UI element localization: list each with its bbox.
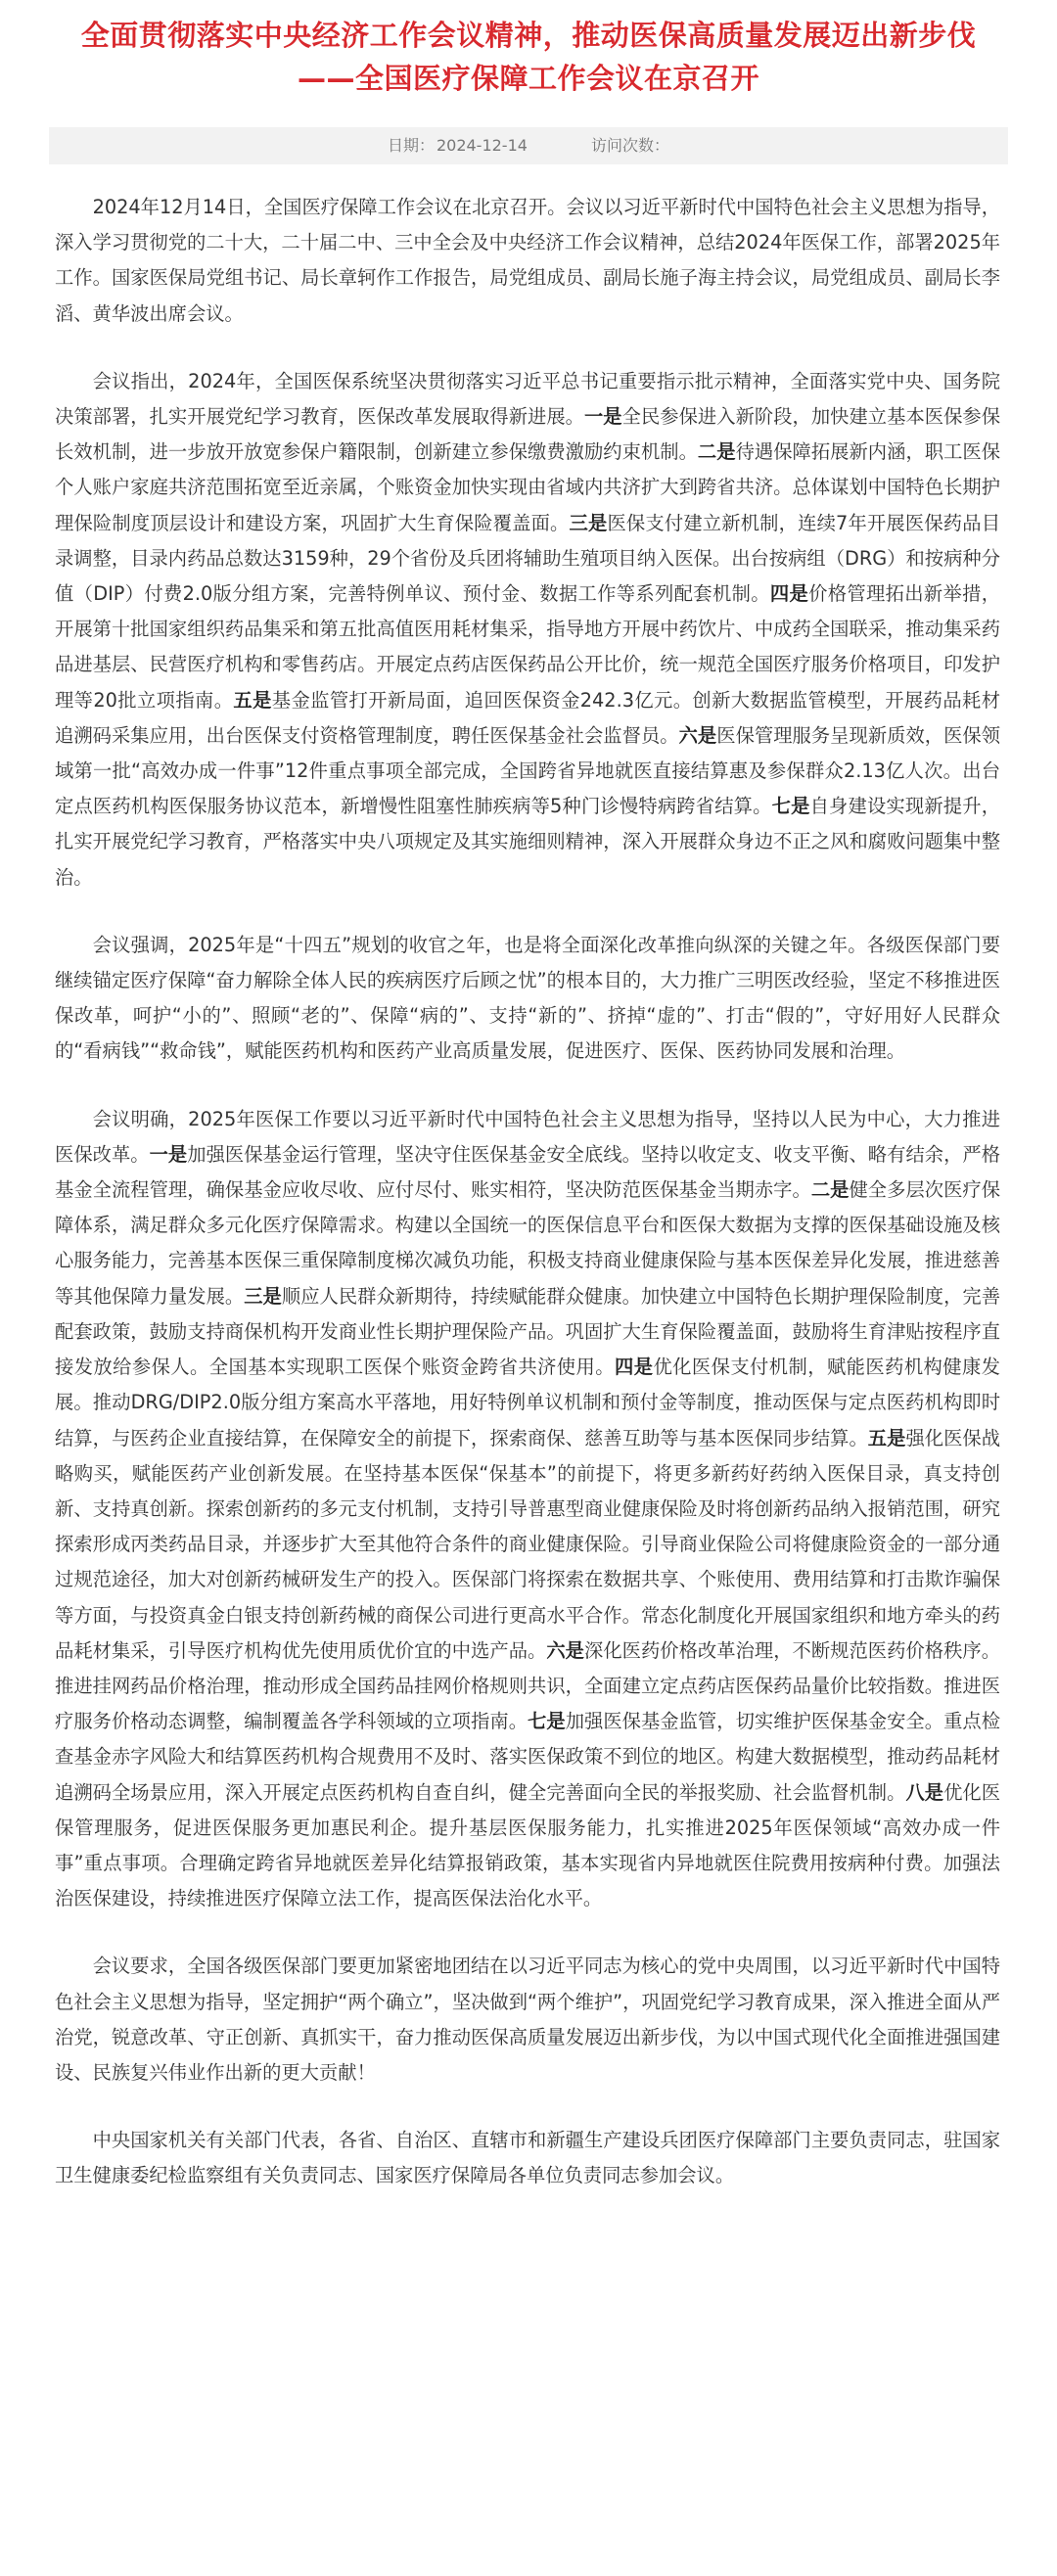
emphasis-text: 七是 xyxy=(771,795,810,818)
paragraph-text: 会议强调，2025年是“十四五”规划的收官之年，也是将全面深化改革推向纵深的关键之年。各级医保部门要继续锚定医疗保障“奋力解除全体人民的疾病医疗后顾之忧”的根本目的，大力推广三明医改经验，坚定不移推进医保改革，呵护“小的”、照顾“老的”、保障“病的”、支持“新的”、挤掉“虚的”、打击“假的”，守好用好人民群众的“看病钱”“救命钱”，赋能医药机构和医药产业高质量发展，促进医疗、医保、医药协同发展和治理。 xyxy=(55,933,1000,1063)
paragraph-text: 待遇保障拓展新内涵，职工医保个人账户家庭共济范围拓宽至近亲属，个账资金加快实现由省域内共济扩大到跨省共济。总体谋划中国特色长期护理保险制度顶层设计和建设方案，巩固扩大生育保险覆盖面。 xyxy=(55,440,1001,534)
emphasis-text: 三是 xyxy=(244,1284,282,1308)
article-paragraph xyxy=(55,190,1000,332)
emphasis-text: 八是 xyxy=(905,1780,944,1804)
emphasis-text: 七是 xyxy=(528,1710,566,1733)
emphasis-text: 二是 xyxy=(810,1178,850,1202)
paragraph-text: 会议明确，2025年医保工作要以习近平新时代中国特色社会主义思想为指导，坚持以人民为中心，大力推进医保改革。 xyxy=(55,1107,1000,1166)
emphasis-text: 四是 xyxy=(614,1356,654,1379)
emphasis-text: 二是 xyxy=(697,440,736,464)
visit-count-label: 访问次数： xyxy=(591,136,670,155)
article-paragraph xyxy=(55,1102,1000,1917)
article-paragraph xyxy=(55,928,1000,1070)
emphasis-text: 一是 xyxy=(583,405,622,429)
paragraph-text: 深化医药价格改革治理，不断规范医药价格秩序。推进挂网药品价格治理，推动形成全国药品挂网价格规则共识，全面建立定点药店医保药品量价比较指数。推进医疗服务价格动态调整，编制覆盖各学科领域的立项指南。 xyxy=(55,1638,1001,1733)
paragraph-text: 顺应人民群众新期待，持续赋能群众健康。加快建立中国特色长期护理保险制度，完善配套政策，鼓励支持商保机构开发商业性长期护理保险产品。巩固扩大生育保险覆盖面，鼓励将生育津贴按程序直接发放给参保人。全国基本实现职工医保个账资金跨省共济使用。 xyxy=(55,1284,1001,1379)
paragraph-text: 加强医保基金运行管理，坚决守住医保基金安全底线。坚持以收定支、收支平衡、略有结余，严格基金全流程管理，确保基金应收尽收、应付尽付、账实相符，坚决防范医保基金当期赤字。 xyxy=(55,1142,1001,1202)
emphasis-text: 三是 xyxy=(569,511,608,534)
page-title xyxy=(49,0,1008,100)
paragraph-text: 优化医保支付机制，赋能医药机构健康发展。推动DRG/DIP2.0版分组方案高水平落地，用好特例单议机制和预付金等制度，推动医保与定点医药机构即时结算，与医药企业直接结算，在保障安全的前提下，探索商保、慈善互助等与基本医保同步结算。 xyxy=(55,1356,1001,1449)
emphasis-text: 五是 xyxy=(867,1426,906,1449)
date-value: 2024-12-14 xyxy=(436,136,528,155)
paragraph-text: 医保支付建立新机制，连续7年开展医保药品目录调整，目录内药品总数达3159种，29个省份及兵团将辅助生殖项目纳入医保。出台按病组（DRG）和按病种分值（DIP）付费2.0版分组方案，完善特例单议、预付金、数据工作等系列配套机制。 xyxy=(55,511,1001,606)
paragraph-text: 中央国家机关有关部门代表，各省、自治区、直辖市和新疆生产建设兵团医疗保障部门主要负责同志，驻国家卫生健康委纪检监察组有关负责同志、国家医疗保障局各单位负责同志参加会议。 xyxy=(55,2129,1000,2187)
article-paragraph xyxy=(55,2123,1000,2193)
article-meta-bar xyxy=(49,127,1008,164)
emphasis-text: 一是 xyxy=(149,1142,188,1166)
paragraph-text: 优化医保管理服务，促进医保服务更加惠民利企。提升基层医保服务能力，扎实推进2025年医保领域“高效办成一件事”重点事项。合理确定跨省异地就医差异化结算报销政策，基本实现省内异地就医住院费用按病种付费。加强法治医保建设，持续推进医疗保障立法工作，提高医保法治化水平。 xyxy=(55,1780,1001,1910)
paragraph-text: 2024年12月14日，全国医疗保障工作会议在北京召开。会议以习近平新时代中国特色社会主义思想为指导，深入学习贯彻党的二十大，二十届二中、三中全会及中央经济工作会议精神，总结2024年医保工作，部署2025年工作。国家医保局党组书记、局长章轲作工作报告，局党组成员、副局长施子海主持会议，局党组成员、副局长李滔、黄华波出席会议。 xyxy=(55,196,1000,325)
title-line-2: ——全国医疗保障工作会议在京召开 xyxy=(297,62,759,95)
article-paragraph xyxy=(55,1949,1000,2091)
paragraph-text: 加强医保基金监管，切实维护医保基金安全。重点检查基金赤字风险大和结算医药机构合规费用不及时、落实医保政策不到位的地区。构建大数据模型，推动药品耗材追溯码全场景应用，深入开展定点医药机构自查自纠，健全完善面向全民的举报奖励、社会监督机制。 xyxy=(55,1710,1001,1804)
emphasis-text: 四是 xyxy=(769,582,809,606)
date-label: 日期： xyxy=(387,136,435,155)
article-paragraph xyxy=(55,364,1000,896)
article-body xyxy=(49,190,1008,2194)
paragraph-text: 基金监管打开新局面，追回医保资金242.3亿元。创新大数据监管模型，开展药品耗材追溯码采集应用，出台医保支付资格管理制度，聘任医保基金社会监督员。 xyxy=(55,688,1000,747)
paragraph-text: 医保管理服务呈现新质效，医保领域第一批“高效办成一件事”12件重点事项全部完成，全国跨省异地就医直接结算惠及参保群众2.13亿人次。出台定点医药机构医保服务协议范本，新增慢性阻塞性肺疾病等5种门诊慢特病跨省结算。 xyxy=(55,723,1001,818)
emphasis-text: 六是 xyxy=(546,1638,584,1662)
emphasis-text: 五是 xyxy=(233,688,272,712)
paragraph-text: 全民参保进入新阶段，加快建立基本医保参保长效机制，进一步放开放宽参保户籍限制，创新建立参保缴费激励约束机制。 xyxy=(55,405,1001,464)
paragraph-text: 强化医保战略购买，赋能医药产业创新发展。在坚持基本医保“保基本”的前提下，将更多新药好药纳入医保目录，真支持创新、支持真创新。探索创新药的多元支付机制，支持引导普惠型商业健康保险及时将创新药品纳入报销范围，研究探索形成丙类药品目录，并逐步扩大至其他符合条件的商业健康保险。引导商业保险公司将健康险资金的一部分通过规范途径，加大对创新药械研发生产的投入。医保部门将探索在数据共享、个账使用、费用结算和打击欺诈骗保等方面，与投资真金白银支持创新药械的商保公司进行更高水平合作。常态化制度化开展国家组织和地方牵头的药品耗材集采，引导医疗机构优先使用质优价宜的中选产品。 xyxy=(55,1426,1001,1662)
paragraph-text: 健全多层次医疗保障体系，满足群众多元化医疗保障需求。构建以全国统一的医保信息平台和医保大数据为支撑的医保基础设施及核心服务能力，完善基本医保三重保障制度梯次减负功能，积极支持商业健康保险与基本医保差异化发展，推进慈善等其他保障力量发展。 xyxy=(55,1178,1001,1308)
title-line-1: 全面贯彻落实中央经济工作会议精神，推动医保高质量发展迈出新步伐 xyxy=(80,19,977,52)
emphasis-text: 六是 xyxy=(678,723,717,747)
paragraph-text: 自身建设实现新提升，扎实开展党纪学习教育，严格落实中央八项规定及其实施细则精神，深入开展群众身边不正之风和腐败问题集中整治。 xyxy=(55,795,1001,889)
paragraph-text: 会议指出，2024年，全国医保系统坚决贯彻落实习近平总书记重要指示批示精神，全面落实党中央、国务院决策部署，扎实开展党纪学习教育，医保改革发展取得新进展。 xyxy=(55,369,1000,429)
paragraph-text: 会议要求，全国各级医保部门要更加紧密地团结在以习近平同志为核心的党中央周围，以习近平新时代中国特色社会主义思想为指导，坚定拥护“两个确立”，坚决做到“两个维护”，巩固党纪学习教育成果，深入推进全面从严治党，锐意改革、守正创新、真抓实干，奋力推动医保高质量发展迈出新步伐，为以中国式现代化全面推进强国建设、民族复兴伟业作出新的更大贡献！ xyxy=(55,1955,1000,2084)
paragraph-text: 价格管理拓出新举措，开展第十批国家组织药品集采和第五批高值医用耗材集采，指导地方开展中药饮片、中成药全国联采，推动集采药品进基层、民营医疗机构和零售药店。开展定点药店医保药品公开比价，统一规范全国医疗服务价格项目，印发护理等20批立项指南。 xyxy=(55,582,1001,712)
